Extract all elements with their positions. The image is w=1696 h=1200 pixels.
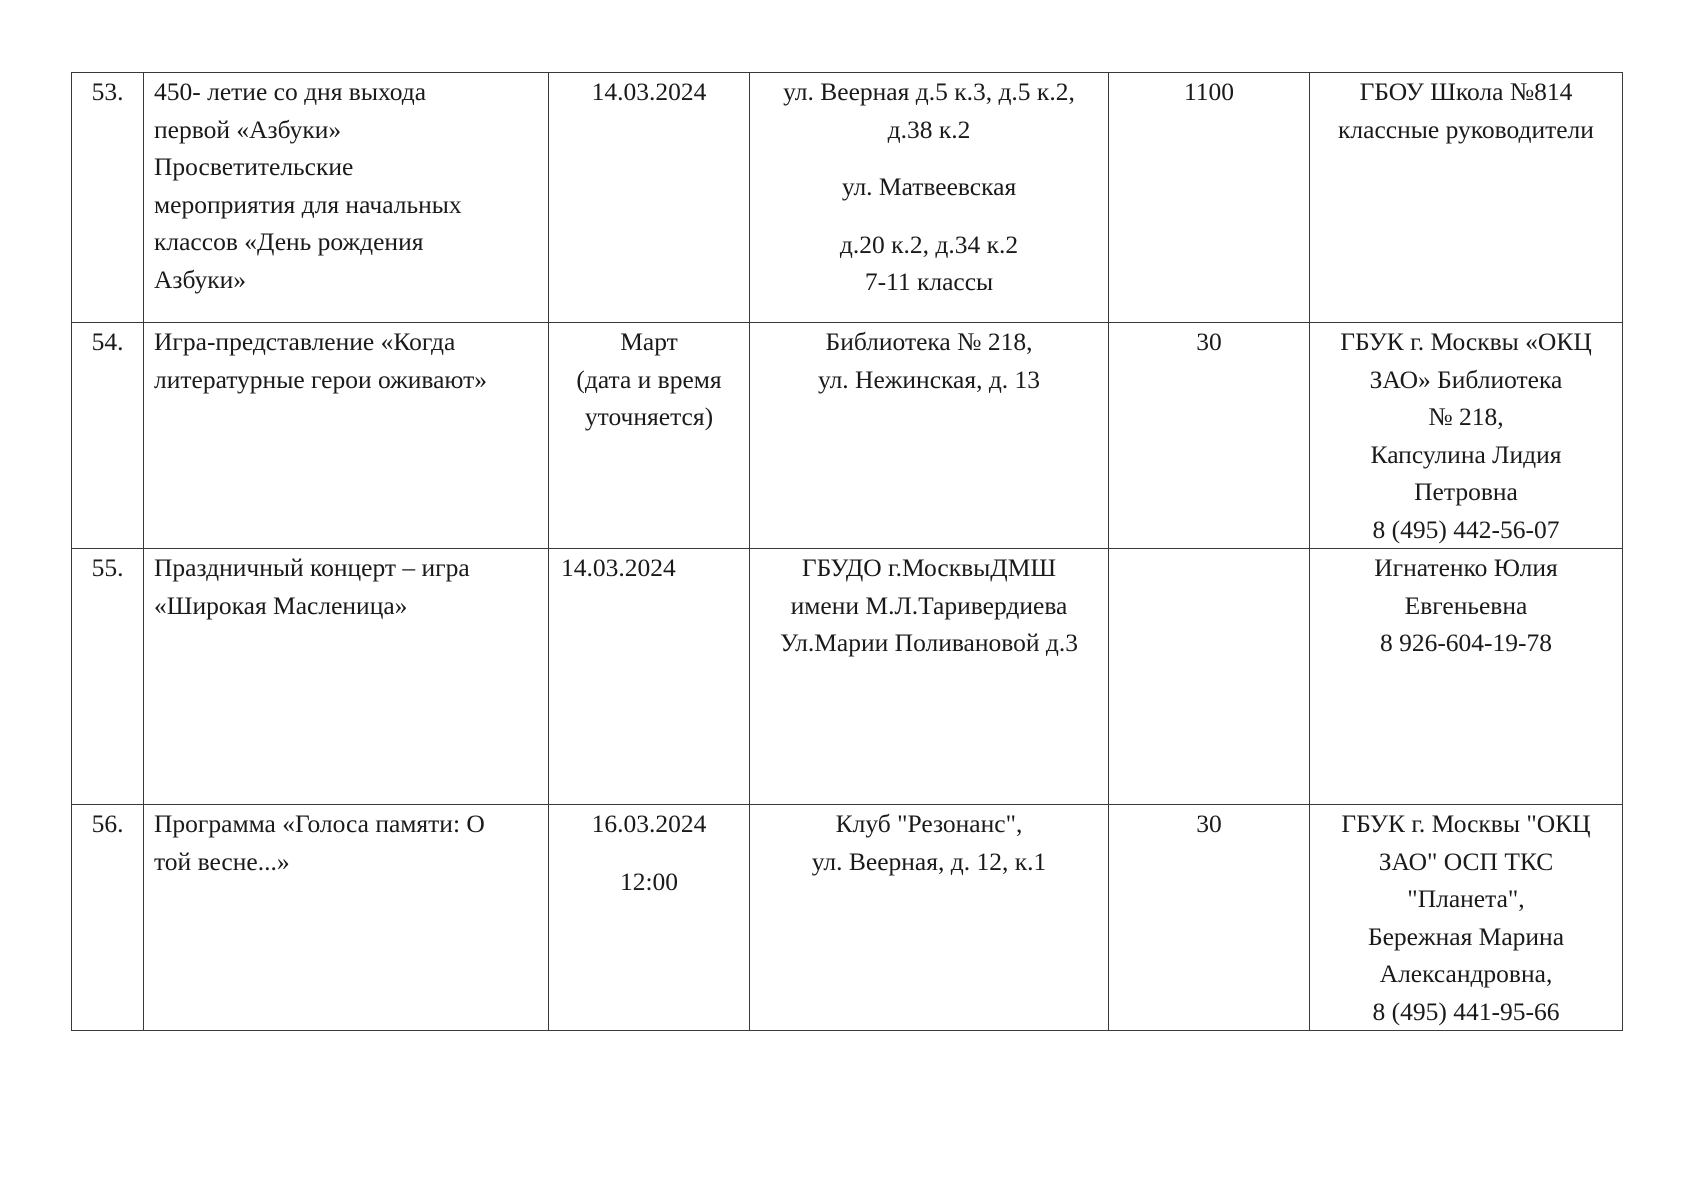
events-table	[71, 72, 1623, 1031]
row-number: 53.	[72, 73, 144, 323]
event-place: Библиотека № 218, ул. Нежинская, д. 13	[750, 323, 1109, 549]
event-organizer: Игнатенко Юлия Евгеньевна 8 926-604-19-78	[1310, 549, 1623, 805]
event-date: 14.03.2024	[549, 549, 750, 805]
row-number: 55.	[72, 549, 144, 805]
event-name: Программа «Голоса памяти: О той весне...»	[144, 805, 549, 1031]
event-organizer: ГБОУ Школа №814 классные руководители	[1310, 73, 1623, 323]
event-name: Праздничный концерт – игра «Широкая Масленица»	[144, 549, 549, 805]
participants-count	[1109, 549, 1310, 805]
event-place: Клуб "Резонанс", ул. Веерная, д. 12, к.1	[750, 805, 1109, 1031]
event-name: Игра-представление «Когда литературные герои оживают»	[144, 323, 549, 549]
event-date: 14.03.2024	[549, 73, 750, 323]
event-place: ГБУДО г.МосквыДМШ имени М.Л.Таривердиева Ул.Марии Поливановой д.3	[750, 549, 1109, 805]
table-row	[72, 73, 1623, 323]
event-place: ул. Веерная д.5 к.3, д.5 к.2, д.38 к.2 ул. Матвеевская д.20 к.2, д.34 к.2 7-11 классы	[750, 73, 1109, 323]
table-row	[72, 323, 1623, 549]
event-organizer: ГБУК г. Москвы "ОКЦ ЗАО" ОСП ТКС "Планета", Бережная Марина Александровна, 8 (495) 441-95-66	[1310, 805, 1623, 1031]
event-date: Март (дата и время уточняется)	[549, 323, 750, 549]
participants-count: 30	[1109, 805, 1310, 1031]
event-date: 16.03.2024 12:00	[549, 805, 750, 1031]
table-row	[72, 549, 1623, 805]
row-number: 56.	[72, 805, 144, 1031]
event-name: 450- летие со дня выхода первой «Азбуки» Просветительские мероприятия для начальных классов «День рождения Азбуки»	[144, 73, 549, 323]
participants-count: 30	[1109, 323, 1310, 549]
table-row	[72, 805, 1623, 1031]
participants-count: 1100	[1109, 73, 1310, 323]
event-organizer: ГБУК г. Москвы «ОКЦ ЗАО» Библиотека № 218, Капсулина Лидия Петровна 8 (495) 442-56-07	[1310, 323, 1623, 549]
row-number: 54.	[72, 323, 144, 549]
